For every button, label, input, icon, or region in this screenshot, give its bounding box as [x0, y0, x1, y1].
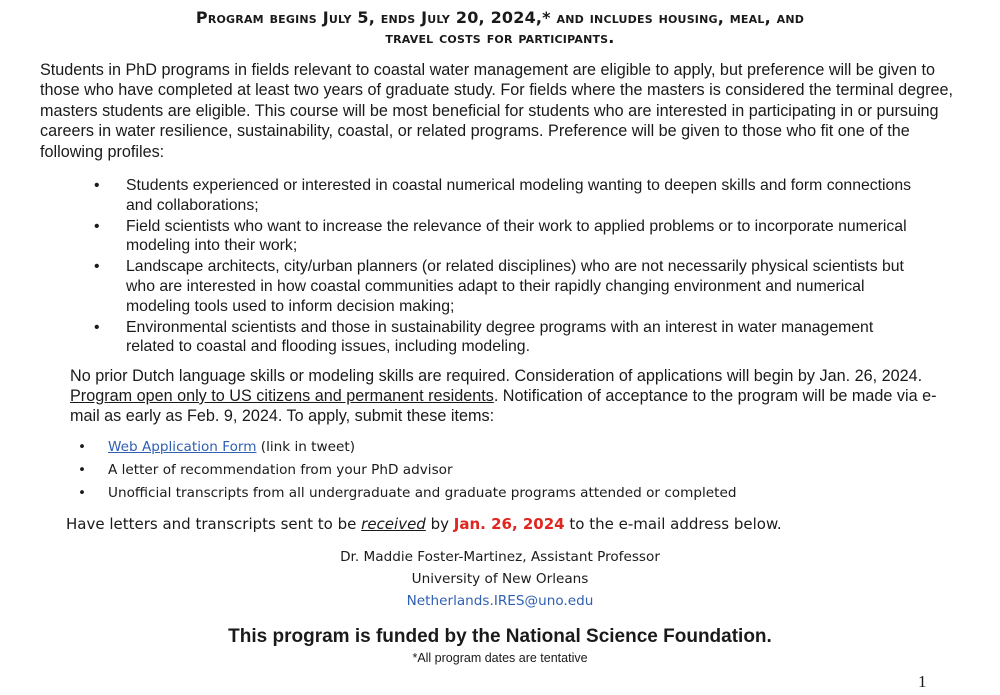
profile-text: Landscape architects, city/urban planners (or related disciplines) who are not necessarily physical scientists but who are interested in how coastal communities adapt to their rapidly changing environment and numerical modeling tools used to inform decision making;	[126, 258, 904, 315]
application-item	[0, 482, 1000, 505]
send-text-by: by	[425, 515, 454, 533]
bullet-icon: •	[78, 462, 87, 478]
application-items-list	[0, 436, 1000, 505]
notice-text-1: No prior Dutch language skills or modeling skills are required. Consideration of applications will begin by Jan. 26, 2024.	[70, 367, 923, 385]
contact-email-link[interactable]: Netherlands.IRES@uno.edu	[406, 593, 594, 609]
profile-item	[0, 318, 916, 358]
bullet-icon: •	[94, 217, 100, 235]
profile-item	[0, 257, 916, 316]
application-item	[0, 436, 1000, 459]
profile-text: Environmental scientists and those in sustainability degree programs with an interest in water management related to coastal and flooding issues, including modeling.	[126, 318, 874, 356]
header-line-1: Program begins July 5, ends July 20, 2024,* and includes housing, meal, and	[195, 8, 805, 27]
link-note: (link in tweet)	[256, 439, 355, 455]
profile-list	[0, 176, 1000, 358]
tentative-dates-note: *All program dates are tentative	[412, 651, 588, 665]
transcripts-item: Unofficial transcripts from all undergraduate and graduate programs attended or completed	[108, 485, 737, 501]
send-text-pre: Have letters and transcripts sent to be	[66, 515, 362, 533]
contact-block	[200, 546, 800, 612]
profile-item	[0, 176, 916, 216]
profile-text: Field scientists who want to increase the relevance of their work to applied problems or to incorporate numerical modeling into their work;	[126, 217, 907, 255]
bullet-icon: •	[94, 258, 100, 276]
deadline-date: Jan. 26, 2024	[453, 515, 565, 533]
bullet-icon: •	[78, 439, 87, 455]
recommendation-item: A letter of recommendation from your PhD advisor	[108, 462, 453, 478]
received-emphasis: received	[361, 515, 426, 533]
send-text-post: to the e-mail address below.	[564, 515, 782, 533]
eligibility-paragraph: Students in PhD programs in fields relevant to coastal water management are eligible to apply, but preference will be given to those who have completed at least two years of graduate study. For fields where the masters is considered the terminal degree, masters students are eligible. This course will be most beneficial for students who are interested in participating in or pursuing careers in water resilience, sustainability, coastal, or related programs. Preference will be given to those who fit one of the following profiles:	[40, 61, 953, 161]
profile-item	[0, 217, 916, 257]
application-notice	[70, 366, 950, 426]
bullet-icon: •	[94, 177, 100, 194]
application-item	[0, 459, 1000, 482]
submission-instruction	[66, 512, 966, 536]
notice-text-2: . Notification of acceptance to the program will be made via e-mail as early as Feb. 9, 2024. To apply, submit these items:	[70, 387, 937, 425]
funding-statement: This program is funded by the National Science Foundation.	[228, 626, 772, 647]
program-dates-header	[40, 8, 960, 48]
page-number: 1	[918, 672, 927, 691]
contact-name: Dr. Maddie Foster-Martinez, Assistant Professor	[340, 549, 660, 565]
web-application-form-link[interactable]: Web Application Form	[108, 439, 257, 455]
header-line-2: travel costs for participants.	[385, 28, 615, 47]
bullet-icon: •	[94, 318, 100, 336]
citizenship-requirement: Program open only to US citizens and permanent residents	[70, 387, 494, 405]
contact-organization: University of New Orleans	[411, 571, 589, 587]
profile-text: Students experienced or interested in coastal numerical modeling wanting to deepen skills and form connections and collaborations;	[126, 177, 912, 214]
bullet-icon: •	[78, 485, 87, 501]
